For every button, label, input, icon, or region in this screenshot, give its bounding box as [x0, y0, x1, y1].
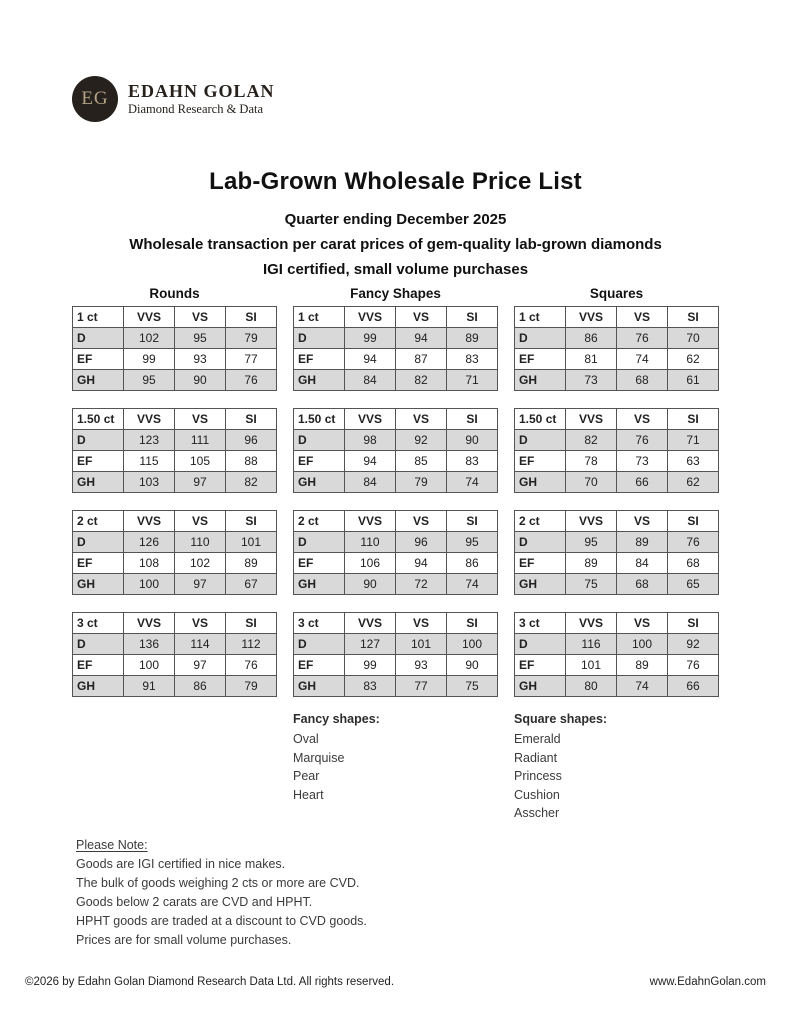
price-cell: 82: [226, 472, 277, 493]
price-cell: 106: [345, 553, 396, 574]
price-cell: 105: [175, 451, 226, 472]
price-cell: 98: [345, 430, 396, 451]
clarity-column-header: VS: [175, 307, 226, 328]
price-cell: 84: [345, 370, 396, 391]
price-table-fancy-shapes-2-ct: [293, 510, 498, 595]
price-cell: 114: [175, 634, 226, 655]
table-row: [73, 328, 277, 349]
price-cell: 76: [617, 328, 668, 349]
color-row-label: EF: [294, 655, 345, 676]
color-row-label: D: [73, 430, 124, 451]
website-link[interactable]: www.EdahnGolan.com: [649, 976, 766, 988]
table-header-row: [73, 613, 277, 634]
table-row: [73, 553, 277, 574]
carat-size-label: 1.50 ct: [294, 409, 345, 430]
color-row-label: D: [515, 532, 566, 553]
company-logo: [72, 76, 275, 122]
price-cell: 95: [175, 328, 226, 349]
price-cell: 86: [566, 328, 617, 349]
clarity-column-header: VS: [617, 409, 668, 430]
shape-list-fancy-shapes: [293, 710, 514, 823]
price-cell: 112: [226, 634, 277, 655]
table-row: [515, 328, 719, 349]
clarity-column-header: SI: [226, 307, 277, 328]
color-row-label: GH: [294, 370, 345, 391]
note-line: HPHT goods are traded at a discount to CVD goods.: [76, 914, 367, 928]
carat-size-label: 2 ct: [515, 511, 566, 532]
table-header-row: [294, 307, 498, 328]
price-cell: 115: [124, 451, 175, 472]
logo-initials: EG: [81, 88, 109, 109]
price-cell: 84: [345, 472, 396, 493]
price-cell: 100: [447, 634, 498, 655]
price-cell: 68: [617, 574, 668, 595]
price-cell: 89: [617, 655, 668, 676]
table-header-row: [515, 613, 719, 634]
color-row-label: GH: [515, 574, 566, 595]
color-row-label: GH: [73, 472, 124, 493]
color-row-label: EF: [73, 451, 124, 472]
price-cell: 61: [668, 370, 719, 391]
eg-monogram-icon: [72, 76, 118, 122]
price-cell: 97: [175, 472, 226, 493]
color-row-label: D: [515, 328, 566, 349]
price-cell: 83: [447, 349, 498, 370]
price-cell: 70: [566, 472, 617, 493]
table-row: [73, 676, 277, 697]
carat-size-label: 2 ct: [294, 511, 345, 532]
price-cell: 90: [345, 574, 396, 595]
section-title-rounds: Rounds: [149, 286, 200, 301]
clarity-column-header: VVS: [124, 409, 175, 430]
logo-text: [128, 81, 275, 117]
price-cell: 97: [175, 655, 226, 676]
price-cell: 116: [566, 634, 617, 655]
price-cell: 100: [617, 634, 668, 655]
price-cell: 94: [396, 328, 447, 349]
price-cell: 92: [396, 430, 447, 451]
table-row: [294, 349, 498, 370]
price-cell: 123: [124, 430, 175, 451]
clarity-column-header: VVS: [345, 409, 396, 430]
color-row-label: GH: [515, 370, 566, 391]
price-cell: 110: [175, 532, 226, 553]
price-cell: 76: [668, 655, 719, 676]
price-table-squares-1-50-ct: [514, 408, 719, 493]
price-column-fancy-shapes: [293, 286, 498, 714]
price-cell: 62: [668, 349, 719, 370]
shape-definition-lists: [293, 710, 735, 823]
certification-line: IGI certified, small volume purchases: [262, 261, 529, 278]
table-row: [73, 430, 277, 451]
price-cell: 72: [396, 574, 447, 595]
color-row-label: D: [294, 634, 345, 655]
price-table-squares-1-ct: [514, 306, 719, 391]
clarity-column-header: VVS: [566, 613, 617, 634]
price-cell: 77: [396, 676, 447, 697]
table-row: [294, 451, 498, 472]
clarity-column-header: VVS: [345, 511, 396, 532]
clarity-column-header: VS: [617, 511, 668, 532]
price-cell: 89: [447, 328, 498, 349]
price-cell: 84: [617, 553, 668, 574]
price-cell: 82: [396, 370, 447, 391]
clarity-column-header: VS: [175, 613, 226, 634]
color-row-label: D: [515, 634, 566, 655]
price-cell: 86: [447, 553, 498, 574]
price-cell: 127: [345, 634, 396, 655]
price-cell: 101: [226, 532, 277, 553]
clarity-column-header: VS: [396, 511, 447, 532]
price-cell: 136: [124, 634, 175, 655]
price-table-rounds-1-50-ct: [72, 408, 277, 493]
price-cell: 90: [447, 655, 498, 676]
price-cell: 89: [617, 532, 668, 553]
clarity-column-header: VS: [396, 613, 447, 634]
note-line: Goods below 2 carats are CVD and HPHT.: [76, 895, 313, 909]
clarity-column-header: SI: [447, 511, 498, 532]
color-row-label: GH: [515, 676, 566, 697]
table-row: [515, 553, 719, 574]
clarity-column-header: SI: [226, 511, 277, 532]
price-cell: 99: [345, 328, 396, 349]
table-row: [515, 634, 719, 655]
clarity-column-header: SI: [447, 409, 498, 430]
table-row: [73, 634, 277, 655]
description-line: Wholesale transaction per carat prices of gem-quality lab-grown diamonds: [129, 236, 662, 253]
clarity-column-header: VS: [617, 307, 668, 328]
carat-size-label: 1 ct: [73, 307, 124, 328]
table-header-row: [294, 409, 498, 430]
price-cell: 92: [668, 634, 719, 655]
table-row: [515, 472, 719, 493]
price-cell: 81: [566, 349, 617, 370]
table-row: [515, 655, 719, 676]
color-row-label: GH: [515, 472, 566, 493]
price-table-squares-3-ct: [514, 612, 719, 697]
price-cell: 101: [396, 634, 447, 655]
price-cell: 86: [175, 676, 226, 697]
carat-size-label: 3 ct: [73, 613, 124, 634]
table-row: [294, 553, 498, 574]
table-header-row: [515, 409, 719, 430]
price-cell: 95: [447, 532, 498, 553]
table-row: [294, 430, 498, 451]
color-row-label: GH: [73, 676, 124, 697]
clarity-column-header: VVS: [566, 511, 617, 532]
table-row: [73, 370, 277, 391]
color-row-label: EF: [515, 349, 566, 370]
price-cell: 101: [566, 655, 617, 676]
table-row: [294, 634, 498, 655]
price-table-rounds-3-ct: [72, 612, 277, 697]
price-cell: 62: [668, 472, 719, 493]
price-cell: 96: [396, 532, 447, 553]
clarity-column-header: SI: [668, 307, 719, 328]
price-cell: 110: [345, 532, 396, 553]
clarity-column-header: VS: [175, 511, 226, 532]
table-row: [515, 430, 719, 451]
color-row-label: D: [294, 532, 345, 553]
price-cell: 78: [566, 451, 617, 472]
table-row: [73, 472, 277, 493]
table-header-row: [73, 307, 277, 328]
shape-item: Cushion: [514, 787, 560, 802]
price-cell: 99: [124, 349, 175, 370]
price-cell: 95: [124, 370, 175, 391]
color-row-label: D: [294, 328, 345, 349]
shape-item: Princess: [514, 769, 562, 784]
price-tables-grid: [72, 286, 719, 714]
clarity-column-header: VS: [396, 409, 447, 430]
price-cell: 96: [226, 430, 277, 451]
price-cell: 76: [226, 370, 277, 391]
price-cell: 93: [396, 655, 447, 676]
color-row-label: GH: [294, 574, 345, 595]
clarity-column-header: SI: [668, 613, 719, 634]
color-row-label: EF: [73, 553, 124, 574]
price-cell: 65: [668, 574, 719, 595]
table-row: [73, 574, 277, 595]
company-name: EDAHN GOLAN: [128, 81, 275, 101]
price-cell: 74: [447, 472, 498, 493]
price-cell: 80: [566, 676, 617, 697]
price-cell: 91: [124, 676, 175, 697]
shape-list-square-shapes: [514, 710, 735, 823]
carat-size-label: 1 ct: [515, 307, 566, 328]
price-cell: 70: [668, 328, 719, 349]
table-header-row: [515, 511, 719, 532]
color-row-label: D: [73, 634, 124, 655]
price-cell: 76: [226, 655, 277, 676]
table-row: [73, 655, 277, 676]
clarity-column-header: SI: [226, 409, 277, 430]
table-header-row: [294, 613, 498, 634]
price-cell: 68: [668, 553, 719, 574]
shape-list-title: Fancy shapes:: [293, 712, 380, 726]
shape-item: Marquise: [293, 750, 345, 765]
clarity-column-header: VVS: [566, 409, 617, 430]
price-table-squares-2-ct: [514, 510, 719, 595]
price-cell: 82: [566, 430, 617, 451]
carat-size-label: 3 ct: [515, 613, 566, 634]
clarity-column-header: VVS: [566, 307, 617, 328]
company-tagline: Diamond Research & Data: [128, 102, 264, 116]
clarity-column-header: VVS: [124, 511, 175, 532]
price-cell: 103: [124, 472, 175, 493]
table-row: [294, 676, 498, 697]
table-row: [73, 451, 277, 472]
shape-item: Pear: [293, 769, 320, 784]
shape-item: Emerald: [514, 732, 561, 746]
price-cell: 111: [175, 430, 226, 451]
clarity-column-header: SI: [447, 307, 498, 328]
page-footer: [25, 976, 766, 988]
table-row: [515, 349, 719, 370]
color-row-label: D: [515, 430, 566, 451]
table-row: [515, 574, 719, 595]
color-row-label: GH: [294, 676, 345, 697]
price-cell: 126: [124, 532, 175, 553]
table-header-row: [73, 511, 277, 532]
table-row: [294, 532, 498, 553]
price-cell: 79: [226, 328, 277, 349]
price-cell: 99: [345, 655, 396, 676]
price-cell: 66: [668, 676, 719, 697]
clarity-column-header: VS: [175, 409, 226, 430]
table-row: [515, 532, 719, 553]
color-row-label: EF: [73, 349, 124, 370]
price-cell: 94: [345, 349, 396, 370]
clarity-column-header: SI: [668, 409, 719, 430]
price-cell: 75: [566, 574, 617, 595]
price-table-fancy-shapes-1-ct: [293, 306, 498, 391]
color-row-label: EF: [515, 553, 566, 574]
notes-lines: [76, 855, 367, 950]
price-cell: 100: [124, 655, 175, 676]
clarity-column-header: SI: [447, 613, 498, 634]
title-block: [0, 168, 791, 282]
price-cell: 73: [617, 451, 668, 472]
price-cell: 108: [124, 553, 175, 574]
price-cell: 74: [617, 349, 668, 370]
price-cell: 94: [396, 553, 447, 574]
price-cell: 102: [175, 553, 226, 574]
table-row: [294, 472, 498, 493]
color-row-label: D: [73, 328, 124, 349]
carat-size-label: 1.50 ct: [515, 409, 566, 430]
table-row: [73, 349, 277, 370]
price-cell: 93: [175, 349, 226, 370]
color-row-label: GH: [73, 574, 124, 595]
notes-section: [76, 836, 367, 950]
table-row: [73, 532, 277, 553]
color-row-label: EF: [73, 655, 124, 676]
clarity-column-header: VS: [396, 307, 447, 328]
price-cell: 79: [226, 676, 277, 697]
price-cell: 66: [617, 472, 668, 493]
table-row: [515, 676, 719, 697]
price-cell: 87: [396, 349, 447, 370]
price-cell: 95: [566, 532, 617, 553]
carat-size-label: 1.50 ct: [73, 409, 124, 430]
notes-title: Please Note:: [76, 838, 148, 852]
table-row: [515, 451, 719, 472]
price-cell: 85: [396, 451, 447, 472]
price-cell: 88: [226, 451, 277, 472]
table-row: [294, 370, 498, 391]
section-title-squares: Squares: [589, 286, 644, 301]
color-row-label: GH: [294, 472, 345, 493]
table-row: [294, 328, 498, 349]
copyright-text: ©2026 by Edahn Golan Diamond Research Data Ltd. All rights reserved.: [25, 976, 395, 988]
price-cell: 71: [668, 430, 719, 451]
color-row-label: EF: [294, 553, 345, 574]
clarity-column-header: VVS: [124, 613, 175, 634]
shape-item: Radiant: [514, 750, 558, 765]
price-cell: 83: [447, 451, 498, 472]
color-row-label: EF: [515, 451, 566, 472]
carat-size-label: 2 ct: [73, 511, 124, 532]
color-row-label: EF: [515, 655, 566, 676]
price-cell: 68: [617, 370, 668, 391]
price-table-rounds-2-ct: [72, 510, 277, 595]
price-cell: 100: [124, 574, 175, 595]
clarity-column-header: VVS: [345, 613, 396, 634]
price-column-squares: [514, 286, 719, 714]
note-line: Prices are for small volume purchases.: [76, 933, 292, 947]
note-line: Goods are IGI certified in nice makes.: [76, 857, 286, 871]
price-cell: 90: [447, 430, 498, 451]
price-cell: 79: [396, 472, 447, 493]
table-row: [294, 574, 498, 595]
price-cell: 90: [175, 370, 226, 391]
price-cell: 74: [447, 574, 498, 595]
section-title-fancy-shapes: Fancy Shapes: [350, 286, 441, 301]
price-cell: 83: [345, 676, 396, 697]
price-cell: 97: [175, 574, 226, 595]
price-table-rounds-1-ct: [72, 306, 277, 391]
carat-size-label: 1 ct: [294, 307, 345, 328]
price-table-fancy-shapes-1-50-ct: [293, 408, 498, 493]
clarity-column-header: VVS: [124, 307, 175, 328]
price-table-fancy-shapes-3-ct: [293, 612, 498, 697]
page-title: Lab-Grown Wholesale Price List: [209, 168, 582, 195]
table-header-row: [73, 409, 277, 430]
color-row-label: D: [73, 532, 124, 553]
shape-item: Oval: [293, 732, 319, 746]
price-cell: 77: [226, 349, 277, 370]
price-cell: 63: [668, 451, 719, 472]
price-cell: 89: [566, 553, 617, 574]
shape-list-title: Square shapes:: [514, 712, 608, 726]
clarity-column-header: VVS: [345, 307, 396, 328]
table-header-row: [294, 511, 498, 532]
table-header-row: [515, 307, 719, 328]
carat-size-label: 3 ct: [294, 613, 345, 634]
price-cell: 67: [226, 574, 277, 595]
table-row: [294, 655, 498, 676]
price-cell: 76: [617, 430, 668, 451]
clarity-column-header: SI: [668, 511, 719, 532]
clarity-column-header: SI: [226, 613, 277, 634]
color-row-label: GH: [73, 370, 124, 391]
price-cell: 71: [447, 370, 498, 391]
price-cell: 89: [226, 553, 277, 574]
color-row-label: D: [294, 430, 345, 451]
color-row-label: EF: [294, 451, 345, 472]
clarity-column-header: VS: [617, 613, 668, 634]
price-cell: 94: [345, 451, 396, 472]
price-cell: 76: [668, 532, 719, 553]
price-cell: 74: [617, 676, 668, 697]
shape-item: Heart: [293, 787, 324, 802]
price-cell: 102: [124, 328, 175, 349]
price-column-rounds: [72, 286, 277, 714]
quarter-subtitle: Quarter ending December 2025: [284, 211, 507, 228]
price-cell: 75: [447, 676, 498, 697]
price-cell: 73: [566, 370, 617, 391]
shape-item: Asscher: [514, 806, 560, 821]
table-row: [515, 370, 719, 391]
note-line: The bulk of goods weighing 2 cts or more are CVD.: [76, 876, 360, 890]
color-row-label: EF: [294, 349, 345, 370]
